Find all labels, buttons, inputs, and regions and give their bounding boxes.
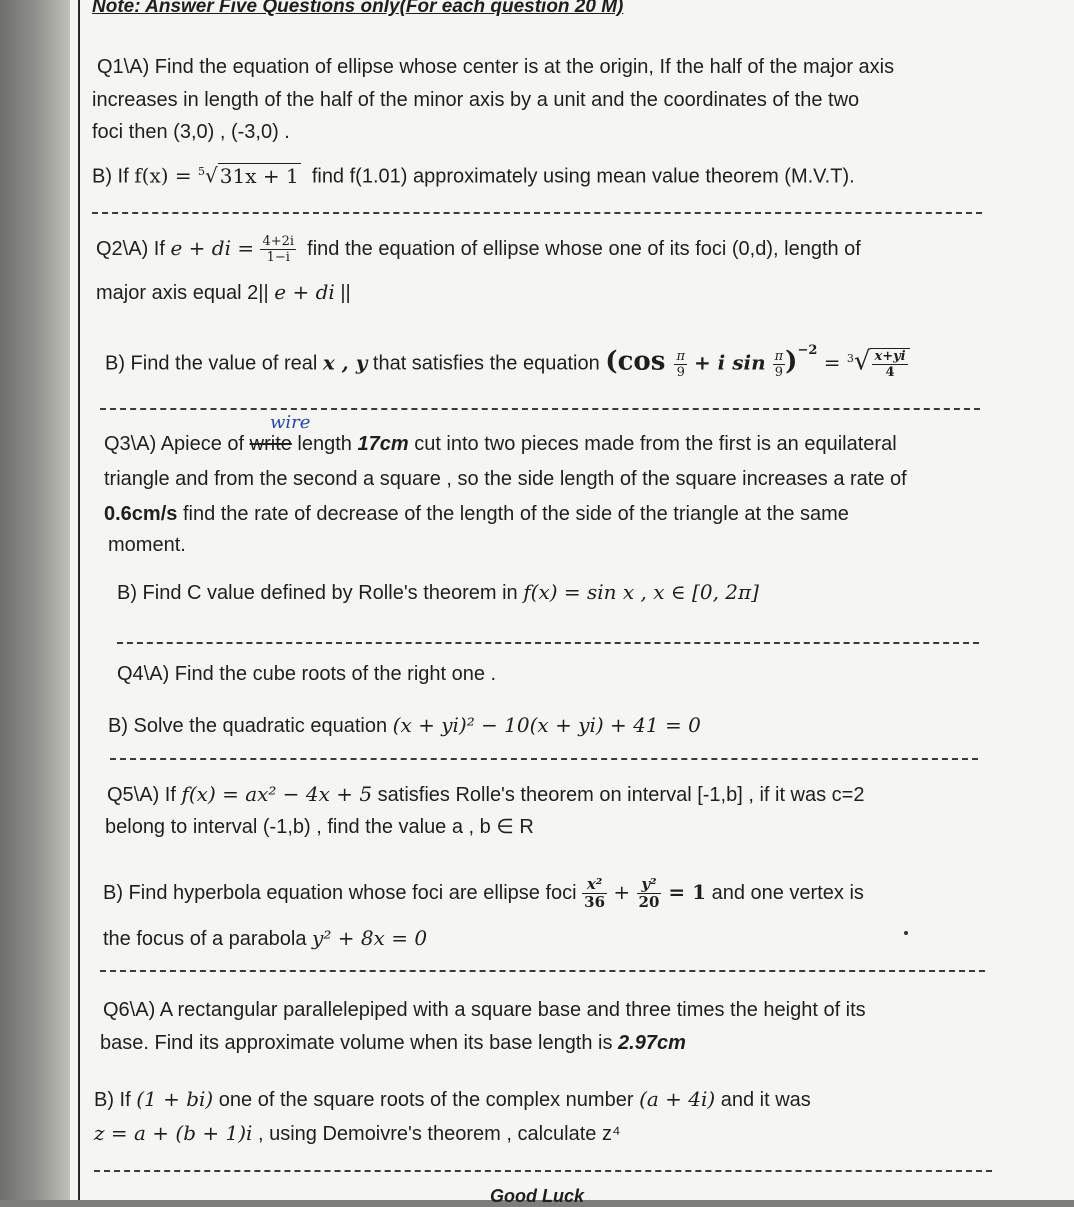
q2-b-rhs-num: x+yi xyxy=(874,349,906,365)
q2-a-frac-num: 4+2i xyxy=(262,234,295,249)
q6-b-line2-suffix: , using Demoivre's theorem , calculate z⁴ xyxy=(252,1123,621,1145)
q1-a-line1: Q1\A) Find the equation of ellipse whose center is at the origin, If the half of the major axis xyxy=(97,56,895,78)
q1-b-prefix: B) If xyxy=(92,165,135,188)
q3-a-line2: triangle and from the second a square , so the side length of the square increases a rate of xyxy=(104,468,907,490)
q3-a-line1-mid: length xyxy=(291,433,358,455)
q2-b-eq: = xyxy=(817,350,847,375)
q6-b-line1-math: (1 + bi) xyxy=(136,1087,214,1111)
q2-b-rhs-den: 4 xyxy=(885,365,895,381)
separator-q3 xyxy=(117,642,979,644)
q2-a-suffix: find the equation of ellipse whose one of its foci (0,d), length of xyxy=(307,237,861,260)
q3-a-strike: write xyxy=(249,433,292,455)
q2-b-pi-frac-2 xyxy=(773,349,786,380)
q3-a-line1-prefix: Q3\A) Apiece of xyxy=(104,433,250,455)
q5-b-f2-den: 20 xyxy=(638,893,660,911)
q5-a-suffix: satisfies Rolle's theorem on interval [-1,b] , if it was c=2 xyxy=(372,784,865,806)
q5-b-f1-den: 36 xyxy=(584,893,606,911)
q5-b-f1-num: x² xyxy=(582,876,607,894)
q3-a-len: 17cm xyxy=(357,433,409,455)
q2-b-close: ) xyxy=(785,346,798,377)
q5-b-suffix: and one vertex is xyxy=(706,881,864,904)
q5-b-eq: = 1 xyxy=(661,879,707,904)
q5-a-line2: belong to interval (-1,b) , find the value a , b ∈ R xyxy=(105,816,534,838)
separator-q4 xyxy=(110,758,978,760)
q5-b-plus: + xyxy=(607,879,637,904)
handwritten-correction: wire xyxy=(270,412,311,433)
q5-a-prefix: Q5\A) If xyxy=(107,784,182,806)
q2-a-line2-suffix: || xyxy=(334,282,351,304)
q6-b-line1-mid: one of the square roots of the complex number xyxy=(213,1089,640,1111)
q3-b-math: f(x) = sin x , x ∈ [0, 2π] xyxy=(523,580,759,604)
q1-a-line2: increases in length of the half of the minor axis by a unit and the coordinates of the two xyxy=(92,89,860,111)
q1-b-root-index: 5 xyxy=(198,165,205,178)
separator-q6 xyxy=(94,1170,992,1172)
q2-a-frac-den: 1−i xyxy=(266,250,290,265)
q2-a-prefix: Q2\A) If xyxy=(96,237,171,260)
q3-a-line3-suffix: find the rate of decrease of the length of the side of the triangle at the same xyxy=(177,503,849,525)
q6-b-line1-suffix: and it was xyxy=(715,1089,811,1111)
paper-edge-line xyxy=(78,0,80,1200)
q4-b-math: (x + yi)² − 10(x + yi) + 41 = 0 xyxy=(392,713,701,737)
q2-b-pi-1: π xyxy=(676,348,685,364)
q3-a-rate: 0.6cm/s xyxy=(104,503,178,525)
q2-b-mid: that satisfies the equation xyxy=(367,352,606,375)
q1-b-math: f(x) = xyxy=(134,163,198,188)
q4-b xyxy=(108,713,701,738)
q2-a-line2 xyxy=(96,280,351,305)
q2-b: B) Find the value of real x , y that satisfies the equation (cos $\frac{\pi}{9}$ + i sin $\frac{\pi}{9}$ )$^{-2}$ = $^3$√ $\frac{x+yi}{4}$ xyxy=(105,347,910,380)
exam-note: Note: Answer Five Questions only(For each question 20 M) xyxy=(92,0,624,17)
q2-a xyxy=(96,234,861,265)
q5-b-line2-math: y² + 8x = 0 xyxy=(312,926,428,950)
q2-b-pi-2: π xyxy=(774,348,784,364)
q5-a xyxy=(107,782,864,807)
q2-b-open: (cos xyxy=(605,346,675,377)
separator-q2 xyxy=(100,408,980,410)
q6-b-line1 xyxy=(94,1087,811,1112)
q2-b-exp: −2 xyxy=(797,343,818,358)
q4-b-prefix: B) Solve the quadratic equation xyxy=(108,715,393,737)
q1-b: B) If f(x) = $^5$√ 31x + 1 find f(1.01) approximately using mean value theorem (M.V.T). xyxy=(92,163,855,188)
q1-b-radicand: 31x + 1 xyxy=(219,163,299,188)
q5-b xyxy=(103,876,864,911)
q6-a-line2 xyxy=(100,1031,686,1055)
q2-a-fraction xyxy=(260,234,296,265)
q6-b-line2 xyxy=(94,1121,621,1146)
separator-q5 xyxy=(100,970,985,972)
q5-b-frac-2 xyxy=(637,876,662,911)
q6-b-line2-math: z = a + (b + 1)i xyxy=(94,1121,253,1145)
q5-b-frac-1 xyxy=(582,876,607,911)
q6-b-line1-math2: (a + 4i) xyxy=(639,1087,716,1111)
q5-a-math: f(x) = ax² − 4x + 5 xyxy=(181,782,373,806)
q5-b-line2 xyxy=(103,926,427,951)
q2-b-pi-frac-1 xyxy=(674,349,687,380)
q4-a: Q4\A) Find the cube roots of the right one . xyxy=(117,663,497,685)
q5-b-f2-num: y² xyxy=(637,876,662,894)
q3-b xyxy=(117,580,759,605)
q2-b-nine-2: 9 xyxy=(774,364,783,380)
q2-b-prefix: B) Find the value of real xyxy=(105,352,323,375)
q2-b-vars: x , y xyxy=(322,350,368,375)
q6-b-line1-prefix: B) If xyxy=(94,1089,137,1111)
q3-a-line1-suffix: cut into two pieces made from the first is an equilateral xyxy=(408,433,897,455)
q2-a-line2-math: e + di xyxy=(274,280,335,304)
q3-a-line3 xyxy=(104,502,849,526)
q2-a-math: e + di = xyxy=(170,235,261,260)
q1-a-line3: foci then (3,0) , (-3,0) . xyxy=(92,121,290,143)
q3-a-line4: moment. xyxy=(108,534,186,556)
q2-b-rhs-frac xyxy=(870,348,909,380)
q2-a-line2-prefix: major axis equal 2|| xyxy=(96,282,275,304)
ink-dot xyxy=(904,931,908,935)
q6-a-line2-prefix: base. Find its approximate volume when its base length is xyxy=(100,1032,619,1054)
separator-q1 xyxy=(92,212,982,214)
q3-b-prefix: B) Find C value defined by Rolle's theorem in xyxy=(117,582,524,604)
q6-a-len: 2.97cm xyxy=(618,1032,686,1054)
q6-a-line1: Q6\A) A rectangular parallelepiped with a square base and three times the height of its xyxy=(103,999,866,1021)
q3-a-line1 xyxy=(104,432,897,456)
q5-b-prefix: B) Find hyperbola equation whose foci are ellipse foci xyxy=(103,881,583,904)
q2-b-root-index: 3 xyxy=(846,352,854,365)
footer-good-luck: Good Luck xyxy=(490,1186,584,1206)
q2-b-plus: + i sin xyxy=(686,350,773,375)
q1-b-suffix: find f(1.01) approximately using mean value theorem (M.V.T). xyxy=(311,165,855,188)
q2-b-nine-1: 9 xyxy=(676,364,685,380)
q5-b-line2-prefix: the focus of a parabola xyxy=(103,928,313,950)
